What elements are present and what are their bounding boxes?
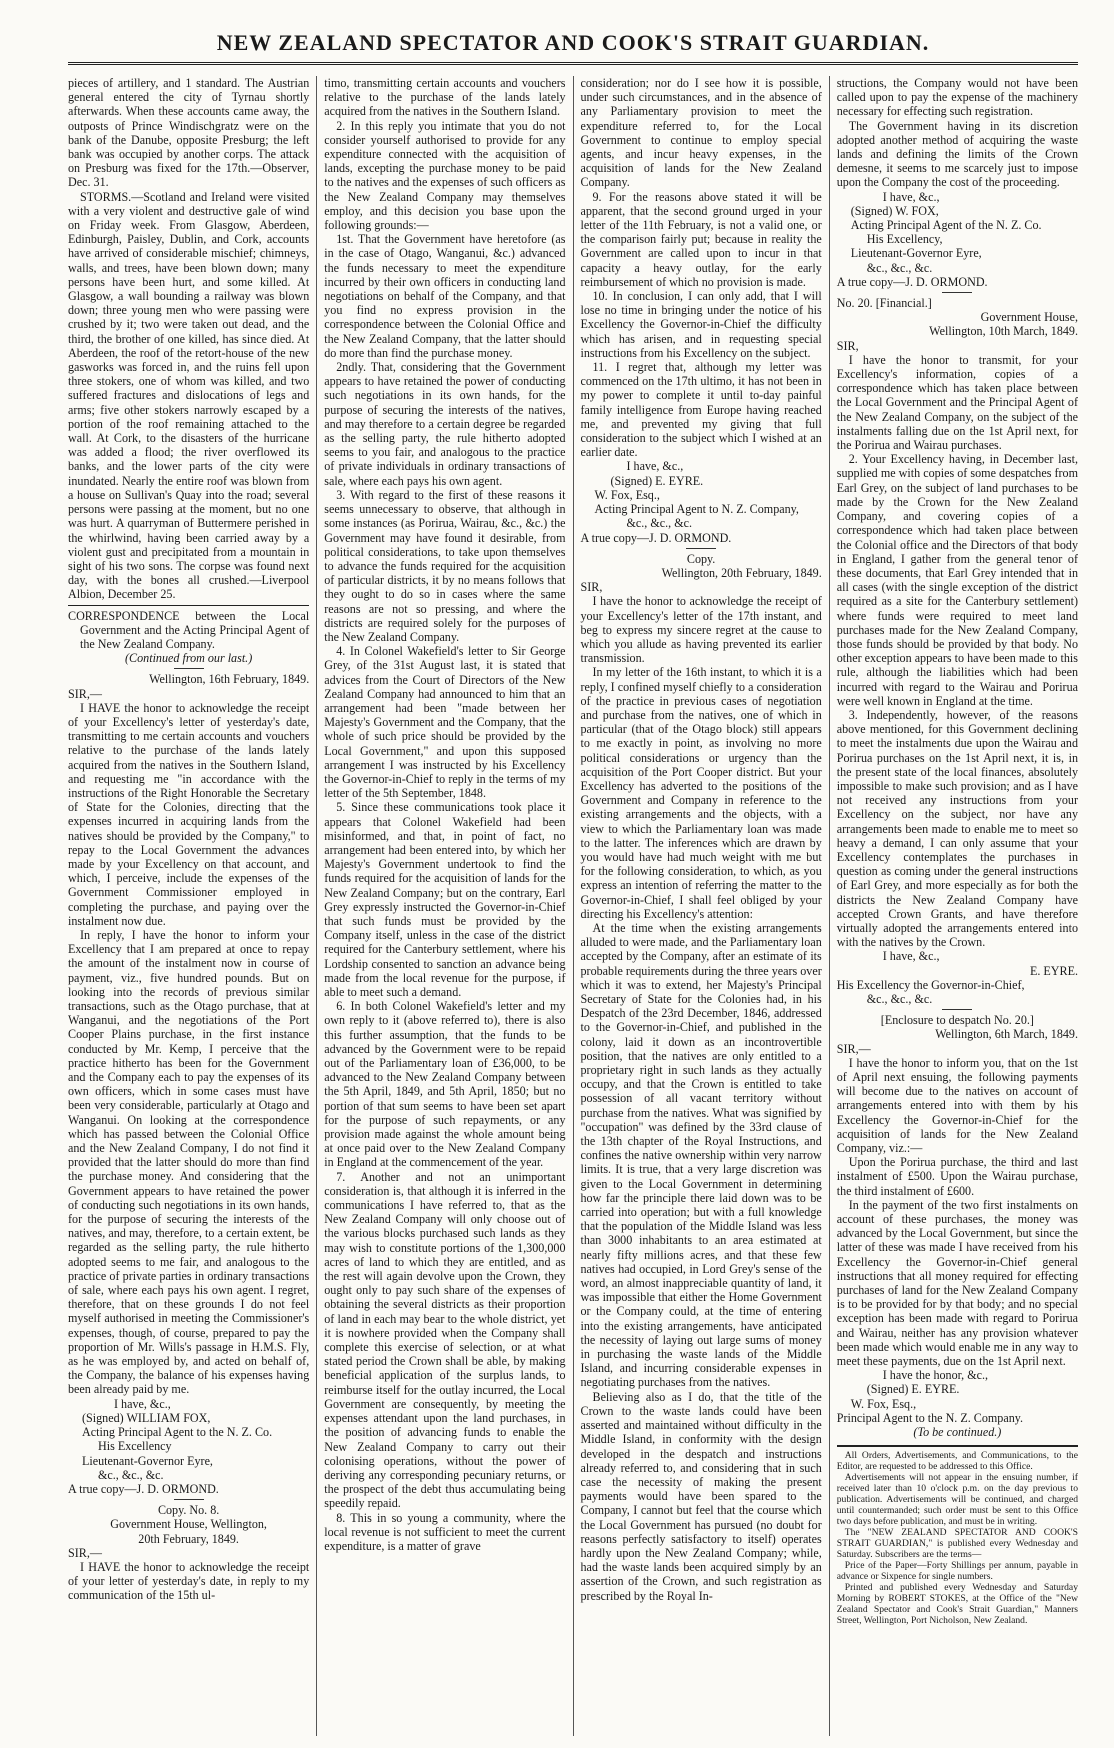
paragraph: 2ndly. That, considering that the Government appears to have retained the power of conducting such negotiations in its own hands, for the purpose of securing the interests of the natives, and may therefore to a certain degree be regarded as the selling party, the rule hitherto adopted seems to you fair, and analogous to the practice of private individuals in ordinary transactions of sale, where each pays his own agent. xyxy=(324,360,566,488)
true-copy: A true copy—J. D. ORMOND. xyxy=(68,1481,219,1496)
true-copy: A true copy—J. D. ORMOND. xyxy=(836,274,988,289)
paragraph: timo, transmitting certain accounts and vouchers relative to the purchase of the lands lately acquired from the natives in the Southern Island. xyxy=(324,76,566,119)
paragraph: 5. Since these communications took place it appears that Colonel Wakefield had been misinformed, and that, in point of fact, no arrangement had been entered into, by which her Majesty's Government undertook to find the funds required for the acquisition of lands for the New Zealand Company; but on the contrary, Earl Grey expressly instructed the Governor-in-Chief that such funds must be provided by the Company itself, unless in the case of the district required for the Canterbury settlement, where his Lordship consented to sanction an advance being made from the local revenue for the purpose, if able to meet such a demand. xyxy=(324,800,566,999)
closing: I have, &c., xyxy=(882,949,940,964)
divider xyxy=(68,605,309,606)
signature: (Signed) WILLIAM FOX, xyxy=(82,1410,211,1425)
salutation: SIR,— xyxy=(68,1545,102,1560)
divider xyxy=(942,1009,972,1010)
divider xyxy=(942,292,972,293)
paragraph: In the payment of the two first instalments on account of these purchases, the money was advanced by the Local Government, but since the latter of these was made I have received from his Excellency the Governor-in-Chief general instructions that all money required for effecting purchases of land for the New Zealand Company is to be provided for by that body; and no special exception has been made with regard to Porirua and Wairau, neither has any provision whatever been made which would enable me in any way to meet these payments, due on the 1st April next. xyxy=(836,1197,1078,1369)
paragraph: STORMS.—Scotland and Ireland were visited with a very violent and destructive gale of wind on Friday week. From Glasgow, Aberdeen, Edinburgh, Paisley, Dublin, and Cork, accounts have arrived of considerable mischief; chimneys, walls, and trees, have been blown down; many persons have been hurt, and some killed. At Glasgow, a wall bounding a railway was blown down; three young men who were passing were crushed by it; two were taken out dead, and the third, the brother of one killed, has since died. At Aberdeen, the roof of the retort-house of the new gasworks was forced in, and the ruins fell upon three stokers, one of whom was killed, and two suffered fractures and dislocations of legs and arms; five other stokers narrowly escaped by a portion of the roof remaining attached to the wall. At Cork, to the disasters of the hurricane was added a flood; the river overflowed its banks, and the lower parts of the city were inundated. Nearly the entire roof was blown from a house on Sullivan's Quay into the road; several persons were passing at the moment, but no one was hurt. A quarryman of Buttermere perished in the whirlwind, having been carried away by a violent gust and precipitated from a mountain in sight of his two sons. The corpse was found next day, with the bones all crushed.—Liverpool Albion, December 25. xyxy=(68,189,310,602)
paragraph: 3. Independently, however, of the reasons above mentioned, for this Government declining to meet the instalments due upon the Wairau and Porirua purchases on the 1st April next, it is, in the present state of the local finances, absolutely impossible to make such provision; and as I have not received any instructions from your Excellency on the subject, nor have any arrangements been made to enable me to meet so heavy a demand, I can only assume that your Excellency contemplates the purchases in question as coming under the general instructions of Earl Grey, and more especially as for both the districts the New Zealand Company have accepted Crown Grants, and have therefore virtually adopted the arrangements entered into with the natives by the Crown. xyxy=(836,707,1078,950)
masthead: NEW ZEALAND SPECTATOR AND COOK'S STRAIT GUARDIAN. xyxy=(216,30,930,55)
paragraph: At the time when the existing arrangements alluded to were made, and the Parliamentary loan accepted by the Company, after an estimate of its probable requirements during the three years over which it was to extend, her Majesty's Principal Secretary of State for the Colonies had, in his Despatch of the 23rd December, 1846, addressed to the Governor-in-Chief, and published in the colony, laid it down as an incontrovertible position, that the natives are only entitled to a proprietary right in such lands as they actually occupy, and that the Crown is entitled to take possession of all vacant territory without purchase from the natives. What was signified by "occupation" was defined by the 33rd clause of the 13th chapter of the Royal Instructions, and confines the native ownership within very narrow limits. It is true, that a very large discretion was given to the Local Government in determining how far the principle there laid down was to be carried into operation; but with a full knowledge that the population of the Middle Island was less than 3000 inhabitants to an area estimated at nearly fifty millions acres, and that these few natives had occupied, in Lord Grey's sense of the word, an almost inappreciable quantity of land, it was impossible that either the Home Government or the Company could, at the time of entering into the existing arrangements, have anticipated the necessity of laying out large sums of money in purchasing the waste lands of the Middle Island, and incurring considerable expenses in negotiating purchases from the natives. xyxy=(580,920,822,1390)
divider xyxy=(174,1499,204,1500)
paragraph: I have the honor to transmit, for your Excellency's information, copies of a correspondence which has taken place between the Local Government and the Principal Agent of the New Zealand Company, on the subject of the instalments falling due on the 1st April next, for the Porirua and Wairau purchases. xyxy=(836,352,1078,453)
notice-line: Printed and published every Wednesday and Saturday Morning by ROBERT STOKES, at the Office of the "New Zealand Spectator and Cook's Strait Guardian," Manners Street, Wellington, Port Nicholson, New Zealand. xyxy=(836,1582,1078,1627)
signature-title: Acting Principal Agent to the N. Z. Co. xyxy=(82,1425,273,1440)
paragraph: 7. Another and not an unimportant consideration is, that although it is inferred in the communications I have referred to, that as the New Zealand Company will only choose out of the various blocks purchased such lands as they may wish to constitute portions of the 1,300,000 acres of land to which they are entitled, and as the rest will again devolve upon the Crown, they ought only to pay such share of the expenses of obtaining the several districts as their proportion of land in each may bear to the whole district, yet it is nowhere provided when the Company shall complete this exercise of selection, or at what stated period the Crown shall be able, by making beneficial application of the surplus lands, to reimburse itself for the outlay incurred, the Local Government are consequently, by meeting the expenses attendant upon the land purchases, in the position of advancing funds to enable the New Zealand Company to carry out their colonising operations, without the power of deriving any corresponding pecuniary returns, or the prospect of the debt thus accumulating being speedily repaid. xyxy=(324,1169,566,1511)
paragraph: 4. In Colonel Wakefield's letter to Sir George Grey, of the 31st August last, it is stated that advices from the Court of Directors of the New Zealand Company had announced to him that an arrangement had been "made between her Majesty's Government and the Company, that the whole of such price should be provided by the Local Government," and upon this supposed arrangement I was instructed by his Excellency the Governor-in-Chief to reply in the terms of my letter of the 5th September, 1848. xyxy=(324,644,566,801)
paragraph: In reply, I have the honor to inform your Excellency that I am prepared at once to repay the amount of the instalment now in course of payment, viz., five hundred pounds. But on looking into the records of previous similar transactions, such as the Otago purchase, that at Wanganui, and the negotiations of the Port Cooper Plains purchase, in the first instance conducted by Mr. Kemp, I perceive that the practice hitherto has been for the Government and the Company each to pay the expenses of its own officers, which in some cases must have been very considerable, particularly at Otago and Wanganui. On looking at the correspondence which has passed between the Colonial Office and the New Zealand Company, I do not find it provided that the latter should do more than find the purchase money. And considering that the Government appears to have retained the power of conducting such negotiations in its own hands, for the purpose of securing the interests of the natives, and may, therefore, to a certain extent, be regarded as the selling party, the rule hitherto adopted seems to me fair, and analogous to the practice of private parties in ordinary transactions of sale, where each pays his own agent. I regret, therefore, that on these grounds I do not feel myself authorised in meeting the Commissioner's expenses, though, of course, prepared to pay the proportion of Mr. Wills's passage in H.M.S. Fly, as he was employed by, and acted on behalf of, the Company, the balance of his expenses having been already paid by me. xyxy=(68,927,310,1397)
paragraph: structions, the Company would not have been called upon to pay the expense of the machinery necessary for effecting such registration. xyxy=(836,76,1078,119)
notice-line: Price of the Paper—Forty Shillings per annum, payable in advance or Sixpence for single numbers. xyxy=(836,1560,1078,1583)
addressee: Principal Agent to the N. Z. Company. xyxy=(836,1410,1024,1425)
closing: I have, &c., xyxy=(626,459,684,474)
salutation: SIR,— xyxy=(68,686,102,701)
addressee: Lieutenant-Governor Eyre, xyxy=(850,246,982,261)
letter-place: Government House, xyxy=(980,310,1078,325)
masthead-rule xyxy=(68,62,1078,65)
letter-place: Government House, Wellington, xyxy=(110,1517,267,1532)
addressee: His Excellency xyxy=(98,1439,172,1454)
addressee: &c., &c., &c. xyxy=(98,1467,164,1482)
paragraph: consideration; nor do I see how it is possible, under such circumstances, and in the absence of any Parliamentary provision to meet the expenditure referred to, for the Local Government to continue to employ special agents, and incur heavy expenses, in the acquisition of lands for the New Zealand Company. xyxy=(580,76,822,190)
section-heading: CORRESPONDENCE between the Local Government and the Acting Principal Agent of the New Zealand Company. xyxy=(68,608,310,651)
column-1 xyxy=(68,76,316,1736)
column-4 xyxy=(829,76,1078,1736)
true-copy: A true copy—J. D. ORMOND. xyxy=(580,530,732,545)
divider xyxy=(686,548,716,549)
paragraph: 10. In conclusion, I can only add, that I will lose no time in bringing under the notice of his Excellency the Governor-in-Chief the difficulty which has arisen, and in requesting special instructions from his Excellency on the subject. xyxy=(580,289,822,360)
addressee: &c., &c., &c. xyxy=(626,516,692,531)
salutation: SIR,— xyxy=(836,1041,871,1056)
copy-heading: Copy. xyxy=(686,551,716,566)
divider xyxy=(174,668,204,669)
paragraph: pieces of artillery, and 1 standard. The Austrian general entered the city of Tyrnau shortly afterwards. When these accounts came away, the outposts of Prince Windischgratz were on the bank of the Danube, opposite Presburg; the left bank was occupied by another corps. The attack on Presburg was fixed for the 17th.—Observer, Dec. 31. xyxy=(68,76,310,190)
salutation: SIR, xyxy=(836,338,859,353)
enclosure-heading: [Enclosure to despatch No. 20.] xyxy=(880,1013,1034,1028)
paragraph: The Government having in its discretion adopted another method of acquiring the waste lands and defining the limits of the Crown demesne, it seems to me scarcely just to impose upon the Company the cost of the proceeding. xyxy=(836,118,1078,190)
paragraph: I HAVE the honor to acknowledge the receipt of your letter of yesterday's date, in reply to my communication of the 15th ul- xyxy=(68,1559,310,1603)
paragraph: 3. With regard to the first of these reasons it seems unnecessary to observe, that although in some instances (as Porirua, Wairau, &c., &c.) the Government may have found it desirable, from political considerations, to take upon themselves to advance the funds required for the acquisition of particular districts, it by no means follows that they ought to do so in cases where the same reasons are not so pressing, and where the districts are required solely for the purposes of the New Zealand Company. xyxy=(324,487,566,644)
addressee: His Excellency, xyxy=(866,232,943,247)
paragraph: 1st. That the Government have heretofore (as in the case of Otago, Wanganui, &c.) advanced the funds necessary to meet the expenditure incurred by their own officers in conducting land negotiations on behalf of the Company, and that you find no express provision in the correspondence between the Colonial Office and the New Zealand Company, that the latter should do more than find the purchase money. xyxy=(324,232,566,360)
continued-note: (To be continued.) xyxy=(913,1425,1002,1440)
letter-date: Wellington, 6th March, 1849. xyxy=(935,1027,1078,1042)
addressee: Acting Principal Agent to N. Z. Company, xyxy=(594,502,799,517)
signature: E. EYRE. xyxy=(1029,963,1078,978)
notice-line: Advertisements will not appear in the ensuing number, if received later than 10 o'clock p.m. on the day previous to publication. Advertisements will be continued, and charged until countermanded; such order must be sent to this Office two days before publication, and must be in writing. xyxy=(836,1472,1078,1528)
letter-date: Wellington, 16th February, 1849. xyxy=(149,672,310,687)
notice-line: All Orders, Advertisements, and Communications, to the Editor, are requested to be addressed to this Office. xyxy=(836,1450,1078,1473)
continued-note: (Continued from our last.) xyxy=(125,651,253,666)
addressee: W. Fox, Esq., xyxy=(850,1396,917,1411)
addressee: &c., &c., &c. xyxy=(866,992,933,1006)
salutation: SIR, xyxy=(580,580,603,595)
signature: (Signed) E. EYRE. xyxy=(610,473,704,488)
paragraph: 2. Your Excellency having, in December last, supplied me with copies of some despatches from Earl Grey, on the subject of land purchases to be made by the Crown for the New Zealand Company, and covering copies of a correspondence which had taken place between the Colonial office and the Directors of that body in England, I gather from the general tenor of these documents, that Earl Grey intended that in all cases (with the single exception of the district required as a site for the Canterbury settlement) where funds were required to meet land purchases made for the New Zealand Company, those funds should be provided by that body. No other exception appears to have been made to this rule, although the liabilities which had been incurred with regard to the Wairau and Porirua were well known in England at the time. xyxy=(836,452,1078,708)
paragraph: 8. This in so young a community, where the local revenue is not sufficient to meet the current expenditure, is a matter of grave xyxy=(324,1510,566,1553)
letter-date: Wellington, 10th March, 1849. xyxy=(929,324,1078,339)
despatch-heading: No. 20. [Financial.] xyxy=(836,296,932,311)
addressee: &c., &c., &c. xyxy=(866,260,933,275)
paragraph: 2. In this reply you intimate that you do not consider yourself authorised to provide for any expenditure connected with the acquisition of lands, excepting the purchase money to be paid to the natives and the expenses of such officers as the New Zealand Company may themselves employ, and this decision you base upon the following grounds:— xyxy=(324,118,566,233)
article-columns xyxy=(68,76,1078,1736)
paragraph: 9. For the reasons above stated it will be apparent, that the second ground urged in your letter of the 11th February, is not a valid one, or the comparison fairly put; because in reality the Government are called upon to incur in that capacity a heavy outlay, for the early reimbursement of which no provision is made. xyxy=(580,189,822,289)
paragraph: Believing also as I do, that the title of the Crown to the waste lands could have been asserted and maintained without difficulty in the Middle Island, in conformity with the design developed in the despatch and instructions already referred to, and considering that in such case the necessity of making the present payments would have been spared to the Company, I cannot but feel that the course which the Local Government has pursued (no doubt for reasons perfectly satisfactory to itself) operates hardly upon the New Zealand Company; while, had the waste lands been acquired simply by an assertion of the Crown, and such registration as prescribed by the Royal In- xyxy=(580,1389,822,1603)
paragraph: In my letter of the 16th instant, to which it is a reply, I confined myself chiefly to a consideration of the practice in previous cases of negotiation and purchase from the natives, one of which in particular (that of the Otago block) still appears to me exactly in point, as involving no more political considerations or urgency than the acquisition of the Port Cooper district. But your Excellency has adverted to the positions of the Government and Company in reference to the existing arrangements and the objects, with a view to which the Parliamentary loan was made to the latter. The inferences which are drawn by you would have had much weight with me but for the following consideration, to which, as you express an intention of referring the matter to the Governor-in-Chief, I shall feel obliged by your directing his Excellency's attention: xyxy=(580,665,822,921)
signature: (Signed) E. EYRE. xyxy=(866,1382,960,1397)
paragraph: 11. I regret that, although my letter was commenced on the 17th ultimo, it has not been in my power to complete it until to-day painful family intelligence from Europe having reached me, and prevented my giving that full consideration to the subject which I wished at an earlier date. xyxy=(580,360,822,460)
paragraph: I HAVE the honor to acknowledge the receipt of your Excellency's letter of yesterday's date, transmitting to me certain accounts and vouchers relative to the purchase of the lands lately acquired from the natives in the Southern Island, and requesting me "in accordance with the instructions of the Right Honorable the Secretary of State for the Colonies, directing that the expenses incurred in acquiring lands from the natives should be provided by the Company," to repay to the Local Government the advances made by your Excellency on that account, and which, I perceive, include the expenses of the Government Commissioner employed in completing the purchase, and paying over the instalment now due. xyxy=(68,700,310,928)
paragraph: 6. In both Colonel Wakefield's letter and my own reply to it (above referred to), there is also this further assumption, that the funds to be advanced by the Government were to be repaid out of the Parliamentary loan of £36,000, to be advanced to the New Zealand Company between the 5th April, 1849, and 5th April, 1850; but no portion of that sum seems to have been set apart for the purpose of such repayments, or any provision made against the whole amount being at once paid over to the New Zealand Company in England at the commencement of the year. xyxy=(324,999,566,1170)
signature: (Signed) W. FOX, xyxy=(850,203,939,218)
paragraph: I have the honor to acknowledge the receipt of your Excellency's letter of the 17th instant, and beg to express my sincere regret at the cause to which you allude as having prevented its earlier transmission. xyxy=(580,594,822,666)
signature-title: Acting Principal Agent of the N. Z. Co. xyxy=(850,218,1042,233)
paragraph: I have the honor to inform you, that on the 1st of April next ensuing, the following payments will become due to the natives on account of arrangements entered into with them by his Excellency the Governor-in-Chief for the acquisition of lands for the New Zealand Company, viz.:— xyxy=(836,1055,1078,1156)
closing: I have the honor, &c., xyxy=(882,1368,989,1383)
notice-line: The "NEW ZEALAND SPECTATOR AND COOK'S STRAIT GUARDIAN," is published every Wednesday and Saturday. Subscribers are the terms— xyxy=(836,1527,1078,1561)
copy-heading: Copy. No. 8. xyxy=(157,1503,220,1518)
letter-date: Wellington, 20th February, 1849. xyxy=(661,565,822,580)
column-3 xyxy=(573,76,829,1736)
publication-notice xyxy=(837,1445,1078,1626)
column-2 xyxy=(316,76,572,1736)
closing: I have, &c., xyxy=(114,1396,171,1411)
addressee: His Excellency the Governor-in-Chief, xyxy=(836,977,1025,992)
paragraph: Upon the Porirua purchase, the third and last instalment of £500. Upon the Wairau purchase, the third instalment of £600. xyxy=(836,1155,1078,1198)
closing: I have, &c., xyxy=(882,189,940,204)
addressee: Lieutenant-Governor Eyre, xyxy=(82,1453,213,1468)
addressee: W. Fox, Esq., xyxy=(594,487,660,502)
letter-date: 20th February, 1849. xyxy=(138,1531,239,1546)
